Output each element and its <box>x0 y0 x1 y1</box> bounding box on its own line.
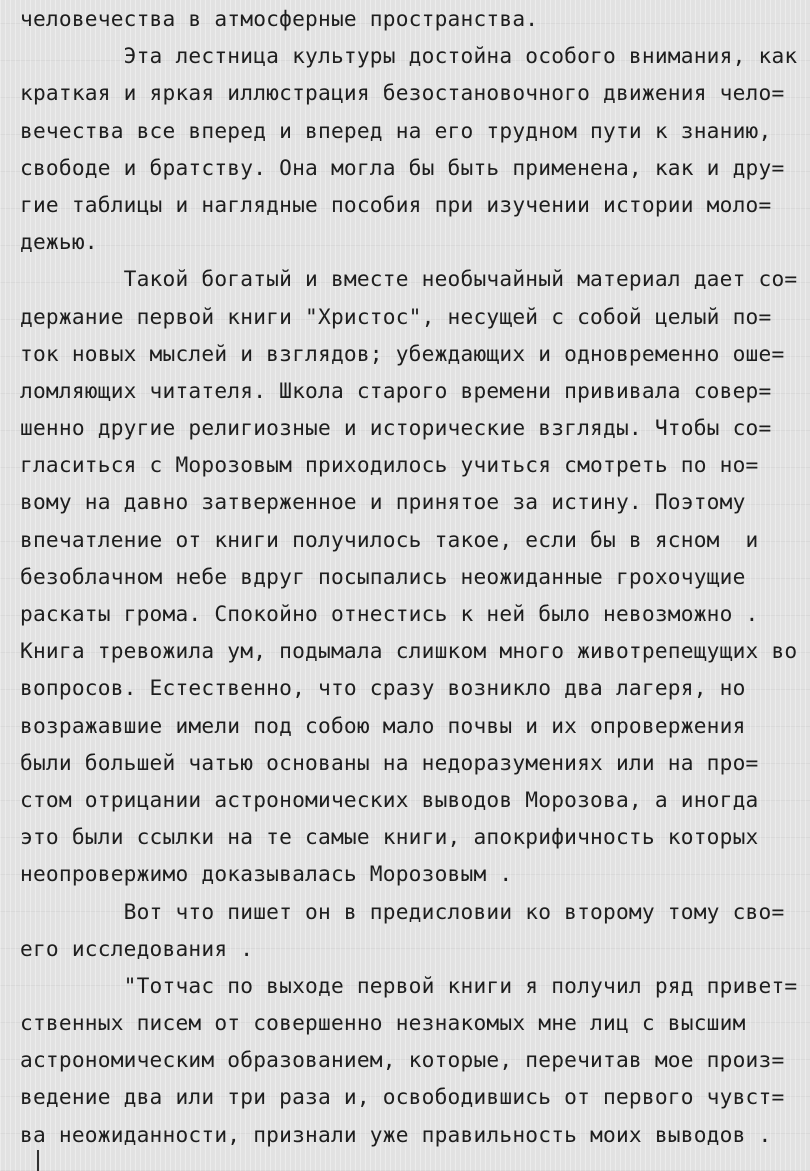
text-line: вому на давно затверженное и принятое за истину. Поэтому <box>20 489 746 515</box>
text-line: возражавшие имели под собою мало почвы и их опровержения <box>20 712 746 738</box>
text-line: Вот что пишет он в предисловии ко второму тому сво= <box>20 898 785 924</box>
text-line: астрономическим образованием, которые, перечитав мое произ= <box>20 1047 785 1073</box>
text-line: ведение два или три раза и, освободившись от первого чувст= <box>20 1084 785 1110</box>
text-line: вечества все вперед и вперед на его трудном пути к знанию, <box>20 117 772 143</box>
text-line: ственных писем от совершенно незнакомых мне лиц с высшим <box>20 1010 746 1036</box>
text-line: "Тотчас по выходе первой книги я получил ряд привет= <box>20 972 798 998</box>
text-line: ток новых мыслей и взглядов; убеждающих и одновременно оше= <box>20 340 785 366</box>
text-line: гие таблицы и наглядные пособия при изучении истории моло= <box>20 191 772 217</box>
text-line: Такой богатый и вместе необычайный материал дает со= <box>20 266 798 292</box>
text-line: вопросов. Естественно, что сразу возникло два лагеря, но <box>20 675 746 701</box>
text-line: человечества в атмосферные пространства. <box>20 6 539 31</box>
text-line: ломляющих читателя. Школа старого времени прививала совер= <box>20 377 772 403</box>
text-line: впечатление от книги получилось такое, если бы в ясном и <box>20 526 759 552</box>
text-line: гласиться с Морозовым приходилось учиться смотреть по но= <box>20 452 759 478</box>
text-line: Книга тревожила ум, подымала слишком много животрепещущих во <box>20 638 798 664</box>
text-line: безоблачном небе вдруг посыпались неожиданные грохочущие <box>20 563 746 589</box>
text-line: это были ссылки на те самые книги, апокрифичность которых <box>20 824 759 850</box>
text-line: краткая и яркая иллюстрация безостановочного движения чело= <box>20 80 785 106</box>
text-line: Эта лестница культуры достойна особого внимания, как <box>20 43 798 69</box>
text-line: раскаты грома. Спокойно отнестись к ней было невозможно . <box>20 601 759 626</box>
text-line: стом отрицании астрономических выводов Морозова, а иногда <box>20 786 759 812</box>
text-line: были большей чатью основаны на недоразумениях или на про= <box>20 749 759 775</box>
text-line: неопровержимо доказывалась Морозовым . <box>20 861 513 887</box>
document-body <box>20 0 810 1153</box>
text-line: шенно другие религиозные и исторические взгляды. Чтобы со= <box>20 415 772 441</box>
margin-pencil-mark <box>37 1150 39 1171</box>
text-line: его исследования . <box>20 935 254 961</box>
text-line: дежью. <box>20 229 98 255</box>
text-line: свободе и братству. Она могла бы быть применена, как и дру= <box>20 154 785 180</box>
text-line: держание первой книги "Христос", несущей с собой целый по= <box>20 303 772 329</box>
text-line: ва неожиданности, признали уже правильность моих выводов . <box>20 1121 772 1147</box>
